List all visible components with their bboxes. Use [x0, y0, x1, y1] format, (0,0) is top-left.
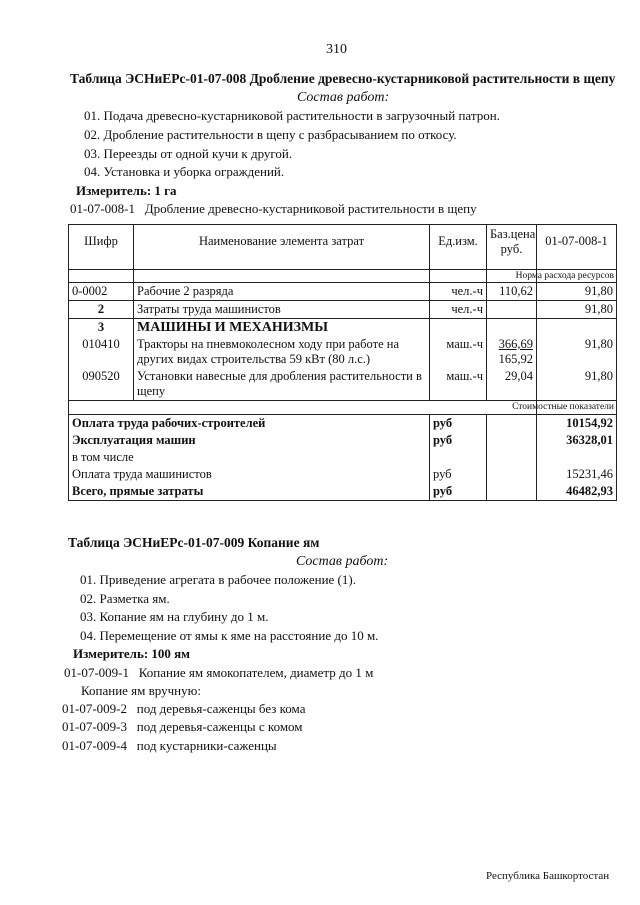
cost-value: 46482,93	[537, 483, 617, 501]
cost-unit: руб	[430, 483, 487, 501]
row-name-line2: щепу	[137, 384, 166, 398]
cost-row-total	[69, 483, 617, 501]
cost-unit: руб	[430, 432, 487, 449]
row-price: 29,04	[487, 368, 537, 401]
table2-step-2: 02. Разметка ям.	[80, 591, 170, 606]
row-name	[134, 368, 430, 401]
cost-caption: Стоимостные показатели	[537, 401, 617, 415]
row-code: 010410	[69, 336, 134, 368]
table2-manual-heading: Копание ям вручную:	[81, 683, 201, 698]
cost-name: Эксплуатация машин	[69, 432, 430, 449]
row-code: 3	[69, 319, 134, 337]
footer-region: Республика Башкортостан	[486, 870, 610, 882]
table-header-row	[69, 225, 617, 270]
table1-step-3: 03. Переезды от одной кучи к другой.	[84, 146, 293, 161]
header-price-line2: руб.	[500, 242, 523, 256]
table2-meter: Измеритель: 100 ям	[73, 646, 191, 661]
cost-row	[69, 466, 617, 483]
row-price-line1: 366,69	[498, 337, 533, 351]
table1-composition-heading: Состав работ:	[297, 90, 390, 105]
cost-unit: руб	[430, 466, 487, 483]
header-price-line1: Баз.цена	[490, 227, 536, 241]
header-item: 01-07-008-1	[537, 225, 617, 270]
row-name: Затраты труда машинистов	[134, 301, 430, 319]
row-value: 91,80	[537, 301, 617, 319]
table1-meter: Измеритель: 1 га	[76, 183, 177, 198]
cost-name: Оплата труда рабочих-строителей	[69, 415, 430, 433]
cost-row	[69, 415, 617, 433]
cost-row	[69, 449, 617, 466]
table2-item-1: 01-07-009-1 Копание ям ямокопателем, диаметр до 1 м	[64, 665, 374, 680]
row-name-line2: других видах строительства 59 кВт (80 л.с.)	[137, 352, 371, 366]
table1-title: Таблица ЭСНиЕРс-01-07-008 Дробление древесно-кустарниковой растительности в щепу	[70, 71, 616, 86]
table1-step-2: 02. Дробление растительности в щепу с разбрасыванием по откосу.	[84, 127, 457, 142]
table2-step-3: 03. Копание ям на глубину до 1 м.	[80, 609, 269, 624]
table2-title: Таблица ЭСНиЕРс-01-07-009 Копание ям	[68, 535, 320, 550]
header-price	[487, 225, 537, 270]
row-name-line1: Тракторы на пневмоколесном ходу при работе на	[137, 337, 399, 351]
table-row	[69, 283, 617, 301]
cost-caption-row	[69, 401, 617, 415]
row-code: 090520	[69, 368, 134, 401]
cost-value: 36328,01	[537, 432, 617, 449]
section-row	[69, 319, 617, 337]
row-value: 91,80	[537, 283, 617, 301]
header-unit: Ед.изм.	[430, 225, 487, 270]
row-price	[487, 301, 537, 319]
row-unit: маш.-ч	[430, 368, 487, 401]
header-name: Наименование элемента затрат	[134, 225, 430, 270]
row-price-line2: 165,92	[498, 352, 533, 366]
row-value: 91,80	[537, 368, 617, 401]
resource-table	[68, 224, 617, 501]
cost-row	[69, 432, 617, 449]
cost-value: 10154,92	[537, 415, 617, 433]
cost-name: Оплата труда машинистов	[69, 466, 430, 483]
cost-unit: руб	[430, 415, 487, 433]
section-title: МАШИНЫ И МЕХАНИЗМЫ	[134, 319, 430, 337]
row-unit: чел.-ч	[430, 301, 487, 319]
norm-caption: Норма расхода ресурсов	[537, 270, 617, 283]
row-name-line1: Установки навесные для дробления растительности в	[137, 369, 422, 383]
norm-caption-row	[69, 270, 617, 283]
cost-value: 15231,46	[537, 466, 617, 483]
table2-item-3: 01-07-009-3 под деревья-саженцы с комом	[62, 719, 303, 734]
table2-item-4: 01-07-009-4 под кустарники-саженцы	[62, 738, 277, 753]
table-row	[69, 336, 617, 368]
header-code: Шифр	[69, 225, 134, 270]
table2-composition-heading: Состав работ:	[296, 554, 389, 569]
table1-step-1: 01. Подача древесно-кустарниковой растительности в загрузочный патрон.	[84, 108, 500, 123]
row-name: Рабочие 2 разряда	[134, 283, 430, 301]
table2-step-4: 04. Перемещение от ямы к яме на расстояние до 10 м.	[80, 628, 379, 643]
table1-step-4: 04. Установка и уборка ограждений.	[84, 164, 285, 179]
table1-item-line: 01-07-008-1 Дробление древесно-кустарниковой растительности в щепу	[70, 201, 477, 216]
row-code: 2	[69, 301, 134, 319]
row-price: 110,62	[487, 283, 537, 301]
table-row	[69, 368, 617, 401]
page-number: 310	[326, 42, 347, 57]
table2-step-1: 01. Приведение агрегата в рабочее положение (1).	[80, 572, 356, 587]
table-row	[69, 301, 617, 319]
row-name	[134, 336, 430, 368]
row-code: 0-0002	[69, 283, 134, 301]
cost-name: Всего, прямые затраты	[69, 483, 430, 501]
table2-item-2: 01-07-009-2 под деревья-саженцы без кома	[62, 701, 306, 716]
row-price	[487, 336, 537, 368]
row-value: 91,80	[537, 336, 617, 368]
cost-name: в том числе	[69, 449, 430, 466]
row-unit: маш.-ч	[430, 336, 487, 368]
row-unit: чел.-ч	[430, 283, 487, 301]
